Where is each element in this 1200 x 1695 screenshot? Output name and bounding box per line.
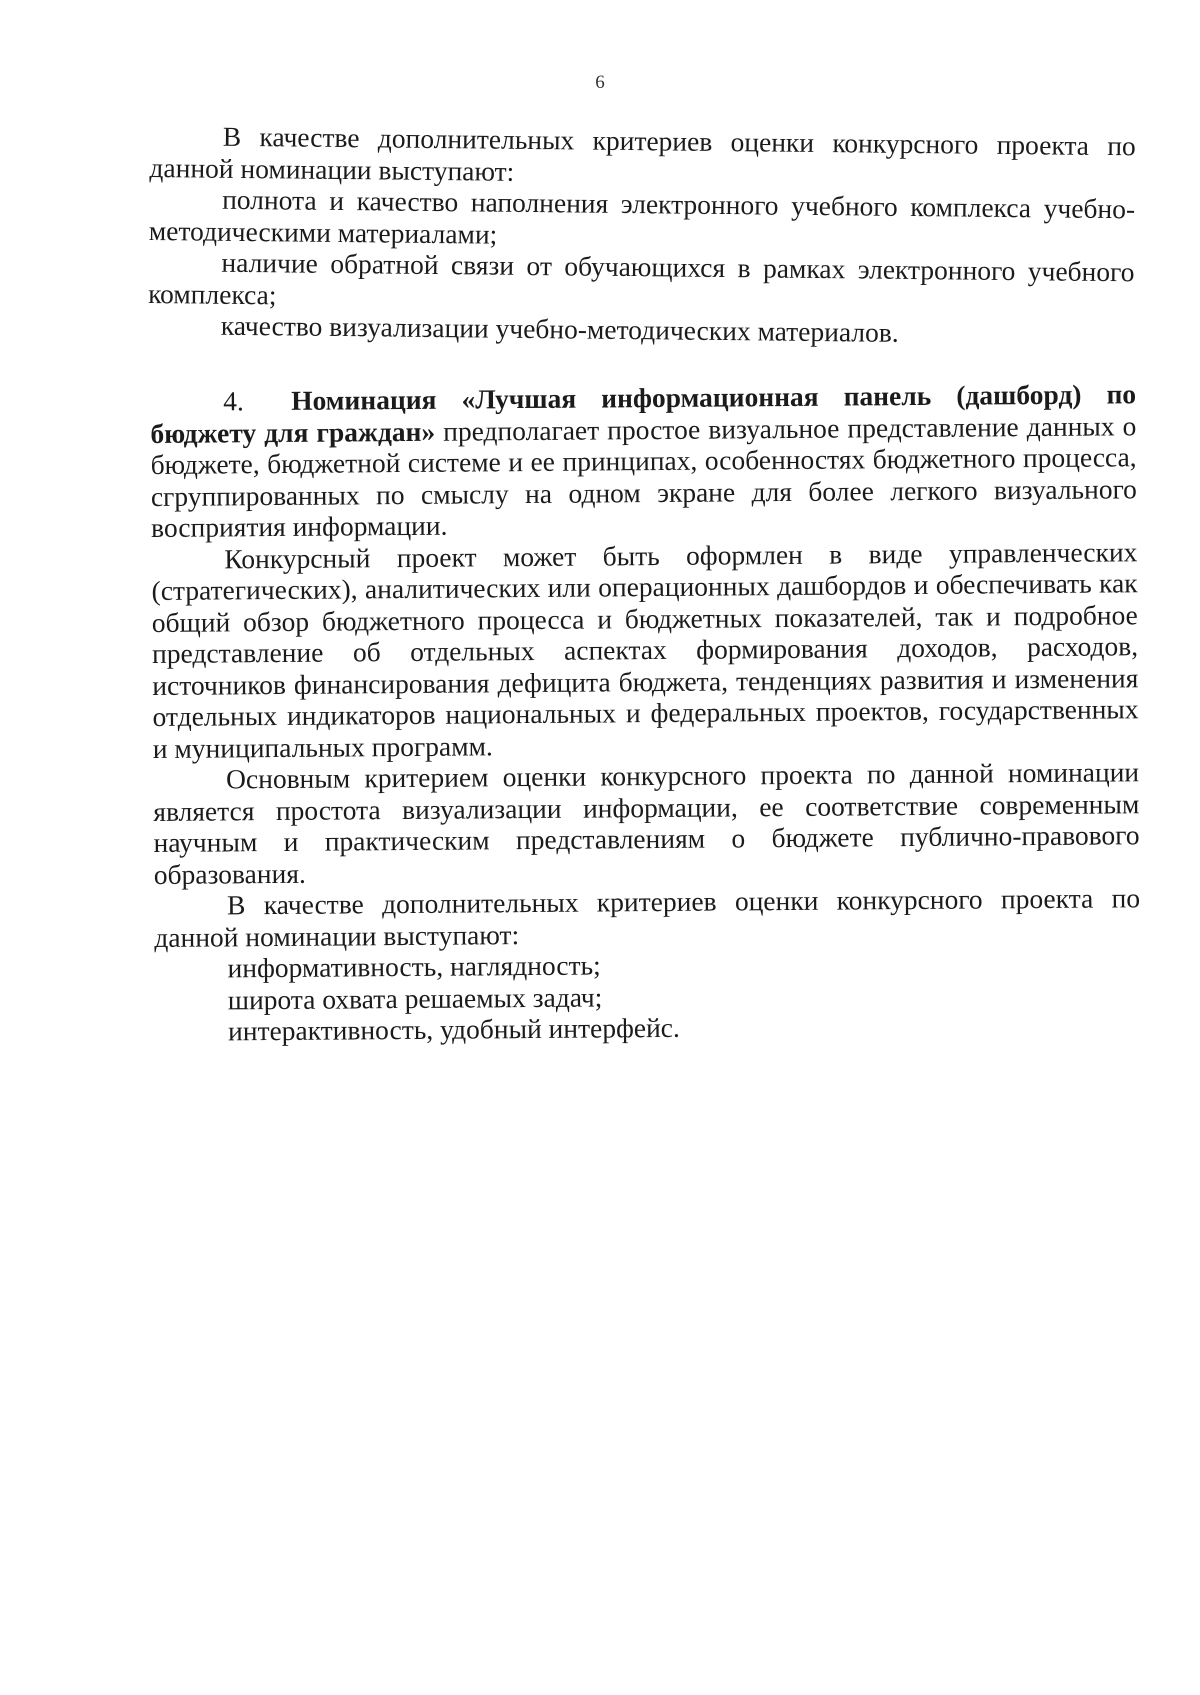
page-number: 6 xyxy=(595,72,605,93)
section-3-criteria xyxy=(148,120,1136,351)
section-number: 4. xyxy=(222,385,244,417)
nomination-description: предполагает простое визуальное представление данных о бюджете, бюджетной системе и ее принципах, особенностях бюджетного процесса, сгруппированных по смыслу на одном экране для более легкого визуального восприятия информации. xyxy=(150,409,1137,543)
criteria-intro: В качестве дополнительных критериев оценки конкурсного проекта по данной номинации выступают: xyxy=(149,120,1136,187)
nomination-title: Номинация «Лучшая информационная панель (дашборд) по бюджету для граждан» xyxy=(150,378,1137,449)
project-format-paragraph: Конкурсный проект может быть оформлен в виде управленческих (стратегических), аналитических или операционных дашбордов и обеспечивать как общий обзор бюджетного процесса и бюджетных показателей, так и подробное представление об отдельных аспектах формирования доходов, расходов, источников финансирования дефицита бюджета, тенденциях развития и изменения отдельных индикаторов национальных и федеральных проектов, государственных и муниципальных программ. xyxy=(151,535,1139,764)
main-criterion-paragraph: Основным критерием оценки конкурсного проекта по данной номинации является простота визуализации информации, ее соответствие современным научным и практическим представлениям о бюджете публично-правового образования. xyxy=(153,756,1140,890)
criteria-item: интерактивность, удобный интерфейс. xyxy=(227,1011,680,1047)
criteria-item: информативность, наглядность; xyxy=(227,949,601,984)
criteria-item: широта охвата решаемых задач; xyxy=(227,980,603,1015)
criteria-item: наличие обратной связи от обучающихся в рамках электронного учебного комплекса; xyxy=(148,246,1135,310)
section-4 xyxy=(150,378,1141,1047)
section-4-heading-paragraph xyxy=(150,378,1137,543)
criteria-item: полнота и качество наполнения электронного учебного комплекса учебно-методическими материалами; xyxy=(148,183,1136,250)
criteria-item: качество визуализации учебно-методических материалов. xyxy=(220,309,899,348)
criteria-intro: В качестве дополнительных критериев оценки конкурсного проекта по данной номинации выступают: xyxy=(154,882,1141,953)
